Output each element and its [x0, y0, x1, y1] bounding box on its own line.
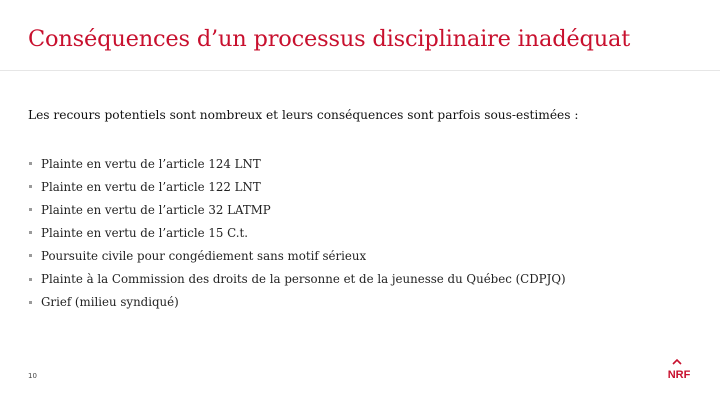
list-item — [28, 221, 566, 244]
bullet-icon — [29, 185, 32, 188]
list-item-text: Poursuite civile pour congédiement sans motif sérieux — [41, 248, 367, 263]
bullet-icon — [29, 278, 32, 281]
list-item-text: Plainte à la Commission des droits de la personne et de la jeunesse du Québec (CDPJQ) — [41, 272, 566, 287]
list-item-text: Plainte en vertu de l’article 124 LNT — [41, 156, 261, 171]
list-item-text: Plainte en vertu de l’article 32 LATMP — [41, 202, 271, 217]
page-number: 10 — [28, 372, 37, 380]
list-item-text: Plainte en vertu de l’article 122 LNT — [41, 179, 261, 194]
bullet-icon — [29, 231, 32, 234]
bullet-icon — [29, 162, 32, 165]
bullet-icon — [29, 301, 32, 304]
list-item — [28, 244, 566, 267]
list-item — [28, 198, 566, 221]
list-item — [28, 291, 566, 314]
logo-text: NRF — [667, 369, 691, 381]
bullet-icon — [29, 254, 32, 257]
list-item — [28, 152, 566, 175]
list-item-text: Plainte en vertu de l’article 15 C.t. — [41, 225, 248, 240]
list-item-text: Grief (milieu syndiqué) — [41, 295, 179, 310]
roof-icon — [673, 360, 681, 364]
list-item — [28, 175, 566, 198]
list-item — [28, 267, 566, 290]
slide-title: Conséquences d’un processus disciplinaire inadéquat — [28, 26, 631, 52]
recourse-list — [28, 152, 566, 314]
nrf-logo — [664, 357, 694, 381]
title-divider — [0, 70, 720, 71]
intro-text: Les recours potentiels sont nombreux et leurs conséquences sont parfois sous-estimées : — [28, 108, 579, 122]
bullet-icon — [29, 208, 32, 211]
